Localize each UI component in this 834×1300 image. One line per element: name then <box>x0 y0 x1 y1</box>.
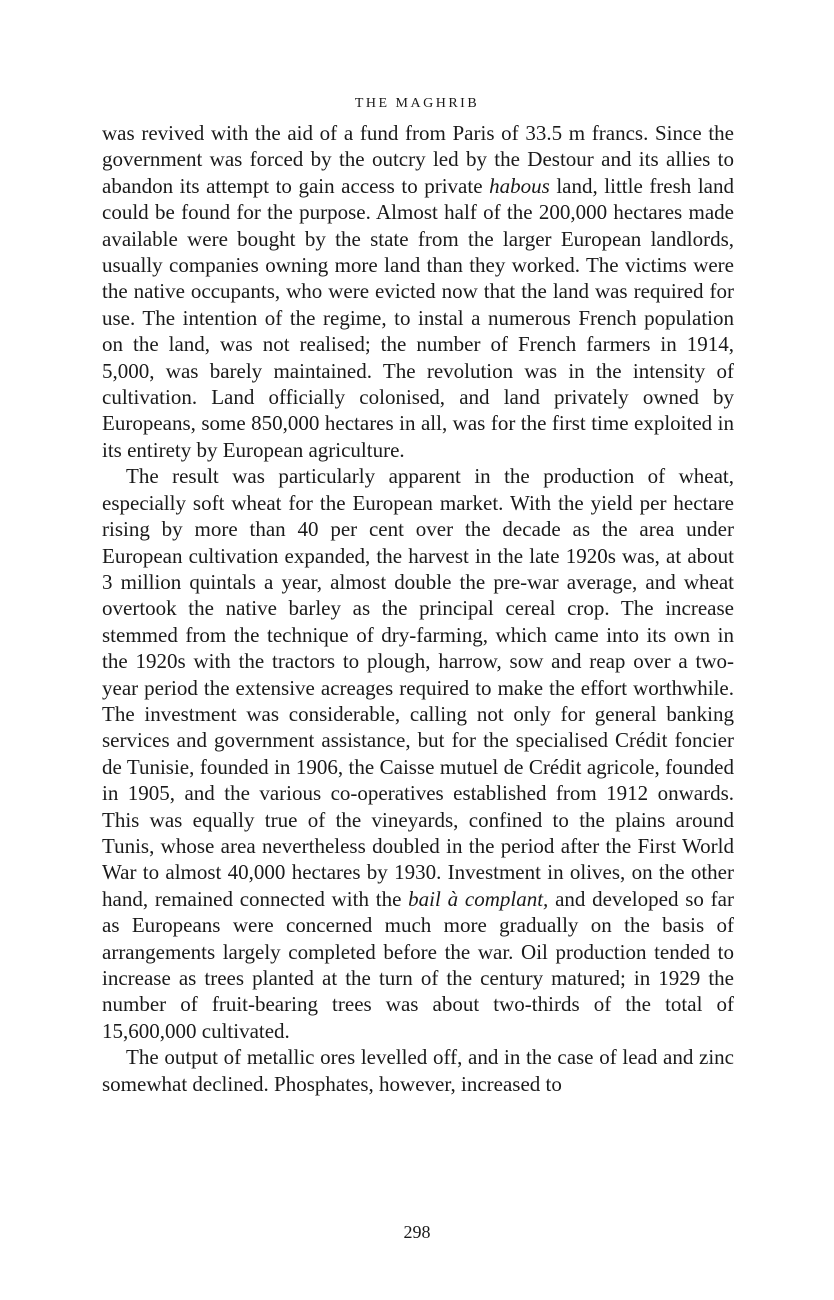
paragraph <box>102 1044 734 1097</box>
text-run: The result was particularly apparent in the production of wheat, especially soft wheat for the European market. With the yield per hectare rising by more than 40 per cent over the decade as the area under European cultivation expanded, the harvest in the late 1920s was, at about 3 million quintals a year, almost double the pre-war average, and wheat overtook the native barley as the principal cereal crop. The increase stemmed from the technique of dry-farming, which came into its own in the 1920s with the tractors to plough, harrow, sow and reap over a two-year period the extensive acreages required to make the effort worthwhile. The investment was considerable, calling not only for general banking services and government assistance, but for the specialised Crédit foncier de Tunisie, founded in 1906, the Caisse mutuel de Crédit agricole, founded in 1905, and the various co-operatives established from 1912 onwards. This was equally true of the vineyards, confined to the plains around Tunis, whose area nevertheless doubled in the period after the First World War to almost 40,000 hectares by 1930. Investment in olives, on the other hand, remained connected with the <box>102 464 734 911</box>
text-run: The output of metallic ores levelled off, and in the case of lead and zinc somewhat declined. Phosphates, however, increased to <box>102 1045 734 1096</box>
italic-term: habous <box>489 173 550 198</box>
text-run: land, little fresh land could be found for the purpose. Almost half of the 200,000 hectares made available were bought by the state from the larger European landlords, usually companies owning more land than they worked. The victims were the native occupants, who were evicted now that the land was required for use. The intention of the regime, to instal a numerous French population on the land, was not realised; the number of French farmers in 1914, 5,000, was barely maintained. The revolution was in the intensity of cultivation. Land officially colonised, and land privately owned by Europeans, some 850,000 hectares in all, was for the first time exploited in its entirety by European agriculture. <box>102 173 734 462</box>
paragraph <box>102 463 734 1044</box>
text-run: and developed so far as Europeans were concerned much more gradually on the basis of arrangements largely completed before the war. Oil production tended to increase as trees planted at the turn of the century matured; in 1929 the number of fruit-bearing trees was about two-thirds of the total of 15,600,000 cultivated. <box>102 886 734 1043</box>
text-run: was revived with the aid of a fund from Paris of 33.5 m francs. Since the government was forced by the outcry led by the Destour and its allies to abandon its attempt to gain access to private <box>102 121 734 198</box>
italic-term: bail à complant, <box>408 886 549 911</box>
paragraph <box>102 120 734 463</box>
running-head: THE MAGHRIB <box>354 96 480 111</box>
page-number: 298 <box>403 1222 431 1242</box>
body-text <box>102 120 734 1097</box>
